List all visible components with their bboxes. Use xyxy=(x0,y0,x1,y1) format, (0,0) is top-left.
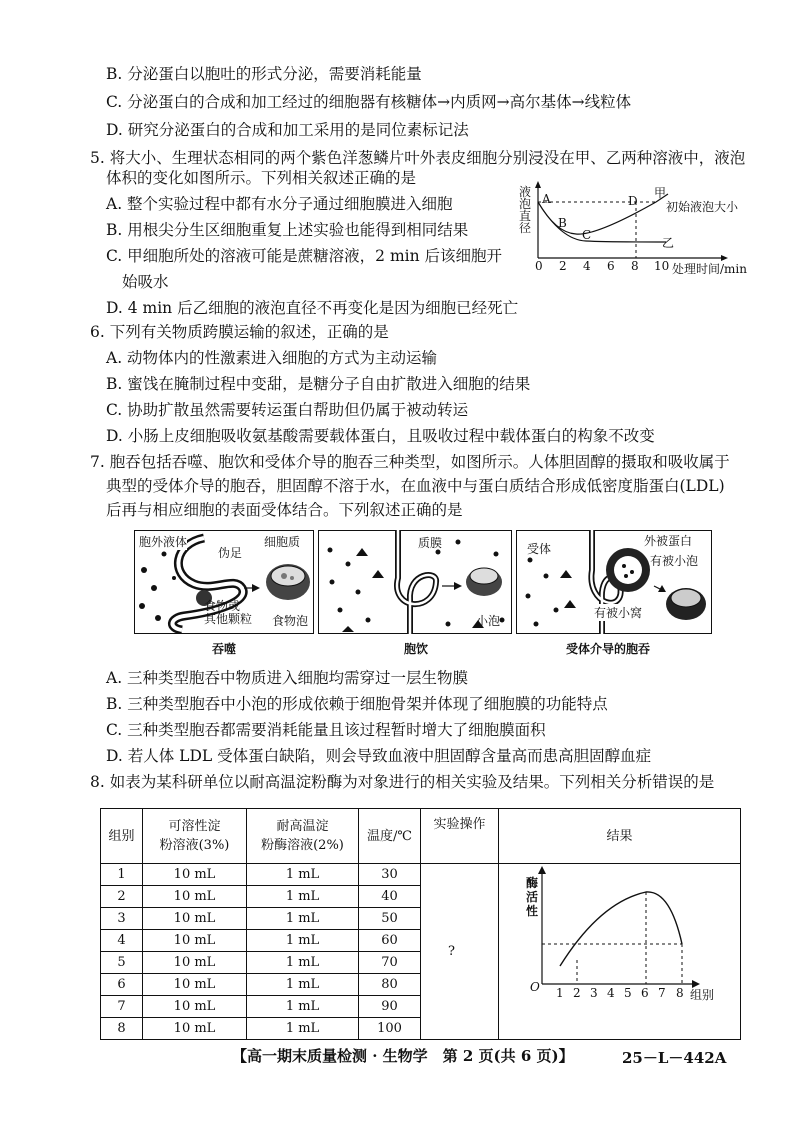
q8-cell-starch: 10 mL xyxy=(143,930,247,952)
q8-cell-group: 2 xyxy=(101,886,143,908)
q8-xtick: 8 xyxy=(676,986,684,1000)
q8-xtick: 3 xyxy=(590,986,598,1000)
q7-stem-line2: 典型的受体介导的胞吞，胆固醇不溶于水，在血液中与蛋白质结合形成低密度脂蛋白(LDL) xyxy=(106,477,725,495)
q7-option-d: D. 若人体 LDL 受体蛋白缺陷，则会导致血液中胆固醇含量高而患高胆固醇血症 xyxy=(106,747,652,765)
q8-header-enzyme: 耐高温淀 粉酶溶液(2%) xyxy=(247,809,359,864)
q5-option-d: D. 4 min 后乙细胞的液泡直径不再变化是因为细胞已经死亡 xyxy=(106,299,519,317)
q6-option-d: D. 小肠上皮细胞吸收氨基酸需要载体蛋白，且吸收过程中载体蛋白的构象不改变 xyxy=(106,427,655,445)
q8-header-group: 组别 xyxy=(101,809,143,864)
q5-series-jia: 甲 xyxy=(654,186,667,200)
q8-xtick: 4 xyxy=(607,986,615,1000)
q8-cell-temp: 40 xyxy=(359,886,421,908)
q8-stem: 8. 如表为某科研单位以耐高温淀粉酶为对象进行的相关实验及结果。下列相关分析错误的是 xyxy=(90,773,715,791)
q5-xtick: 0 xyxy=(535,259,543,273)
q7-p1-pseudopod: 伪足 xyxy=(218,546,243,560)
q6-stem: 6. 下列有关物质跨膜运输的叙述，正确的是 xyxy=(90,323,389,341)
q8-ylabel: 酶 活 性 xyxy=(526,876,539,918)
q8-cell-temp: 60 xyxy=(359,930,421,952)
q7-p3-coated-vesicle: 有被小泡 xyxy=(650,554,699,568)
q8-cell-enzyme: 1 mL xyxy=(247,996,359,1018)
q8-op-cell xyxy=(421,864,499,1040)
q5-point-b: B xyxy=(558,216,567,230)
q8-cell-enzyme: 1 mL xyxy=(247,908,359,930)
q8-cell-starch: 10 mL xyxy=(143,1018,247,1040)
q7-option-c: C. 三种类型胞吞都需要消耗能量且该过程暂时增大了细胞膜面积 xyxy=(106,721,546,739)
q7-p1-outside: 胞外液体 xyxy=(139,535,188,549)
q8-cell-group: 3 xyxy=(101,908,143,930)
q8-cell-temp: 100 xyxy=(359,1018,421,1040)
q6-option-b: B. 蜜饯在腌制过程中变甜，是糖分子自由扩散进入细胞的结果 xyxy=(106,375,531,393)
q8-cell-group: 8 xyxy=(101,1018,143,1040)
q7-stem-line1: 7. 胞吞包括吞噬、胞饮和受体介导的胞吞三种类型，如图所示。人体胆固醇的摄取和吸收属于 xyxy=(90,453,730,471)
q8-cell-enzyme: 1 mL xyxy=(247,974,359,996)
q4-option-c: C. 分泌蛋白的合成和加工经过的细胞器有核糖体→内质网→高尔基体→线粒体 xyxy=(106,93,632,111)
q8-cell-group: 6 xyxy=(101,974,143,996)
q5-xlabel: 处理时间/min xyxy=(672,262,747,276)
q5-initial-label: 初始液泡大小 xyxy=(666,200,739,214)
q8-cell-enzyme: 1 mL xyxy=(247,930,359,952)
q8-header-op: 实验操作 xyxy=(421,809,499,864)
q7-stem-line3: 后再与相应细胞的表面受体结合。下列叙述正确的是 xyxy=(106,501,463,519)
q8-cell-starch: 10 mL xyxy=(143,864,247,886)
q8-xtick: 6 xyxy=(641,986,649,1000)
q8-cell-starch: 10 mL xyxy=(143,996,247,1018)
q5-option-b: B. 用根尖分生区细胞重复上述实验也能得到相同结果 xyxy=(106,221,469,239)
q8-cell-enzyme: 1 mL xyxy=(247,864,359,886)
q8-cell-group: 1 xyxy=(101,864,143,886)
q5-series-yi: 乙 xyxy=(662,236,675,250)
q8-cell-starch: 10 mL xyxy=(143,908,247,930)
q8-header-temp: 温度/℃ xyxy=(359,809,421,864)
q8-cell-group: 5 xyxy=(101,952,143,974)
q5-point-c: C xyxy=(582,228,592,242)
q5-point-a: A xyxy=(542,192,551,206)
q5-ylabel: 液 泡 直 径 xyxy=(519,185,532,235)
q5-xtick: 10 xyxy=(654,259,670,273)
q8-cell-enzyme: 1 mL xyxy=(247,886,359,908)
q8-op-mark: ? xyxy=(448,944,455,959)
q8-cell-starch: 10 mL xyxy=(143,952,247,974)
q8-cell-starch: 10 mL xyxy=(143,886,247,908)
q7-p1-food: 食物或 其他颗粒 xyxy=(204,599,253,626)
q7-p1-cytoplasm: 细胞质 xyxy=(264,535,301,549)
q8-xtick: 5 xyxy=(624,986,632,1000)
q7-p2-vesicle: 小泡 xyxy=(476,614,501,628)
q8-xtick: 1 xyxy=(556,986,564,1000)
q6-option-a: A. 动物体内的性激素进入细胞的方式为主动运输 xyxy=(106,349,438,367)
q5-xtick: 4 xyxy=(583,259,591,273)
q7-p2-membrane: 质膜 xyxy=(418,536,443,550)
q5-point-d: D xyxy=(628,194,638,208)
footer-title: 【高一期末质量检测 · 生物学 第 2 页(共 6 页)】 xyxy=(232,1047,574,1065)
q8-cell-starch: 10 mL xyxy=(143,974,247,996)
q5-option-c: C. 甲细胞所处的溶液可能是蔗糖溶液，2 min 后该细胞开 xyxy=(106,247,503,265)
q8-cell-temp: 50 xyxy=(359,908,421,930)
q8-activity-graph xyxy=(520,862,720,992)
q7-option-b: B. 三种类型胞吞中小泡的形成依赖于细胞骨架并体现了细胞膜的功能特点 xyxy=(106,695,608,713)
q5-option-c-cont: 始吸水 xyxy=(122,273,169,291)
q7-p3-receptor: 受体 xyxy=(527,542,552,556)
q4-option-d: D. 研究分泌蛋白的合成和加工采用的是同位素标记法 xyxy=(106,121,469,139)
q8-cell-temp: 90 xyxy=(359,996,421,1018)
q7-option-a: A. 三种类型胞吞中物质进入细胞均需穿过一层生物膜 xyxy=(106,669,469,687)
q6-option-c: C. 协助扩散虽然需要转运蛋白帮助但仍属于被动转运 xyxy=(106,401,469,419)
q8-header-result: 结果 xyxy=(499,809,741,864)
q8-cell-temp: 30 xyxy=(359,864,421,886)
q8-cell-temp: 70 xyxy=(359,952,421,974)
q7-p2-caption: 胞饮 xyxy=(404,642,429,656)
q8-cell-enzyme: 1 mL xyxy=(247,952,359,974)
footer-code: 25－L－442A xyxy=(622,1049,727,1067)
q8-cell-group: 4 xyxy=(101,930,143,952)
q7-p3-coated-pit: 有被小窝 xyxy=(594,606,643,620)
q8-cell-enzyme: 1 mL xyxy=(247,1018,359,1040)
q7-p3-coat: 外被蛋白 xyxy=(644,534,693,548)
q5-xtick: 2 xyxy=(559,259,567,273)
q8-header-starch: 可溶性淀 粉溶液(3%) xyxy=(143,809,247,864)
q4-option-b: B. 分泌蛋白以胞吐的形式分泌，需要消耗能量 xyxy=(106,65,422,83)
q7-p1-caption: 吞噬 xyxy=(212,642,237,656)
q5-xtick: 8 xyxy=(631,259,639,273)
q5-xtick: 6 xyxy=(607,259,615,273)
q8-cell-group: 7 xyxy=(101,996,143,1018)
q7-p3-caption: 受体介导的胞吞 xyxy=(566,642,651,656)
q5-stem-line2: 体积的变化如图所示。下列相关叙述正确的是 xyxy=(106,169,417,187)
q8-cell-temp: 80 xyxy=(359,974,421,996)
q5-option-a: A. 整个实验过程中都有水分子通过细胞膜进入细胞 xyxy=(106,195,453,213)
q8-xlabel: 组别 xyxy=(690,988,715,1002)
q5-stem-line1: 5. 将大小、生理状态相同的两个紫色洋葱鳞片叶外表皮细胞分别浸没在甲、乙两种溶液中，液泡 xyxy=(90,149,746,167)
q7-p1-vacuole: 食物泡 xyxy=(272,614,309,628)
q8-xtick: 2 xyxy=(573,986,581,1000)
q8-origin: O xyxy=(530,980,540,994)
q8-xtick: 7 xyxy=(658,986,666,1000)
